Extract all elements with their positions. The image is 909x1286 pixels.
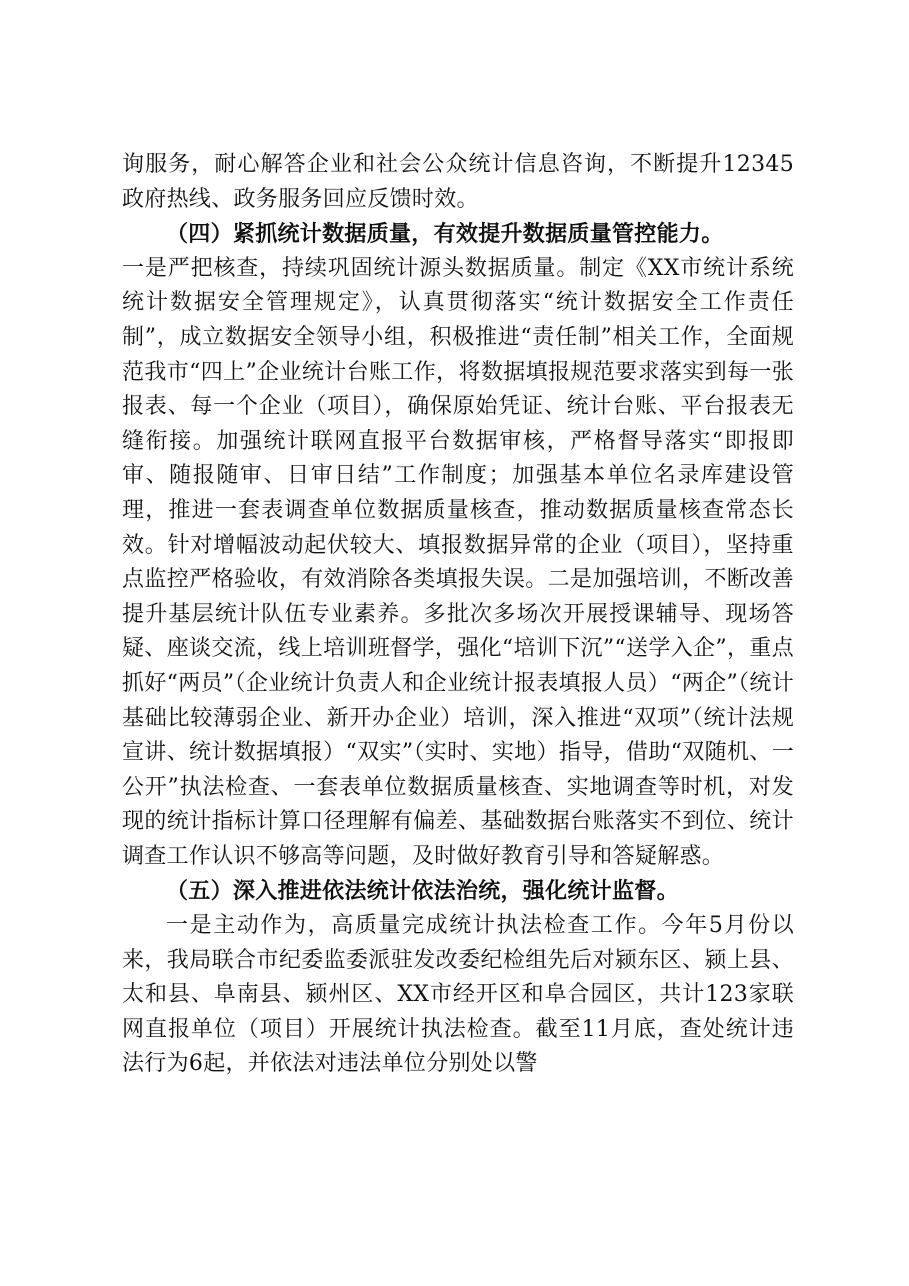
section-heading-four: （四）紧抓统计数据质量，有效提升数据质量管控能力。 bbox=[166, 221, 724, 248]
document-body bbox=[122, 148, 794, 1082]
paragraph-continuation: 询服务，耐心解答企业和社会公众统计信息咨询，不断提升12345政府热线、政务服务回应反馈时效。 bbox=[122, 152, 794, 212]
paragraph-data-quality: 一是严把核查，持续巩固统计源头数据质量。制定《XX市统计系统统计数据安全管理规定》，认真贯彻落实“统计数据安全工作责任制”，成立数据安全领导小组，积极推进“责任制”相关工作，全面规范我市“四上”企业统计台账工作，将数据填报规范要求落实到每一张报表、每一个企业（项目），确保原始凭证、统计台账、平台报表无缝衔接。加强统计联网直报平台数据审核，严格督导落实“即报即审、随报随审、日审日结”工作制度；加强基本单位名录库建设管理，推进一套表调查单位数据质量核查，推动数据质量核查常态长效。针对增幅波动起伏较大、填报数据异常的企业（项目），坚持重点监控严格验收，有效消除各类填报失误。二是加强培训，不断改善提升基层统计队伍专业素养。多批次多场次开展授课辅导、现场答疑、座谈交流，线上培训班督学，强化“培训下沉”“送学入企”，重点抓好“两员”（企业统计负责人和企业统计报表填报人员）“两企”（统计基础比较薄弱企业、新开办企业）培训，深入推进“双项”（统计法规宣讲、统计数据填报）“双实”（实时、实地）指导，借助“双随机、一公开”执法检查、一套表单位数据质量核查、实地调查等时机，对发现的统计指标计算口径理解有偏差、基础数据台账落实不到位、统计调查工作认识不够高等问题，及时做好教育引导和答疑解惑。 bbox=[122, 255, 794, 869]
paragraph-law-enforcement: 一是主动作为，高质量完成统计执法检查工作。今年5月份以来，我局联合市纪委监委派驻发改委纪检组先后对颍东区、颍上县、太和县、阜南县、颍州区、XX市经开区和阜合园区，共计123家联网直报单位（项目）开展统计执法检查。截至11月底，查处统计违法行为6起，并依法对违法单位分别处以警 bbox=[122, 913, 794, 1077]
section-heading-five: （五）深入推进依法统计依法治统，强化统计监督。 bbox=[166, 878, 679, 905]
